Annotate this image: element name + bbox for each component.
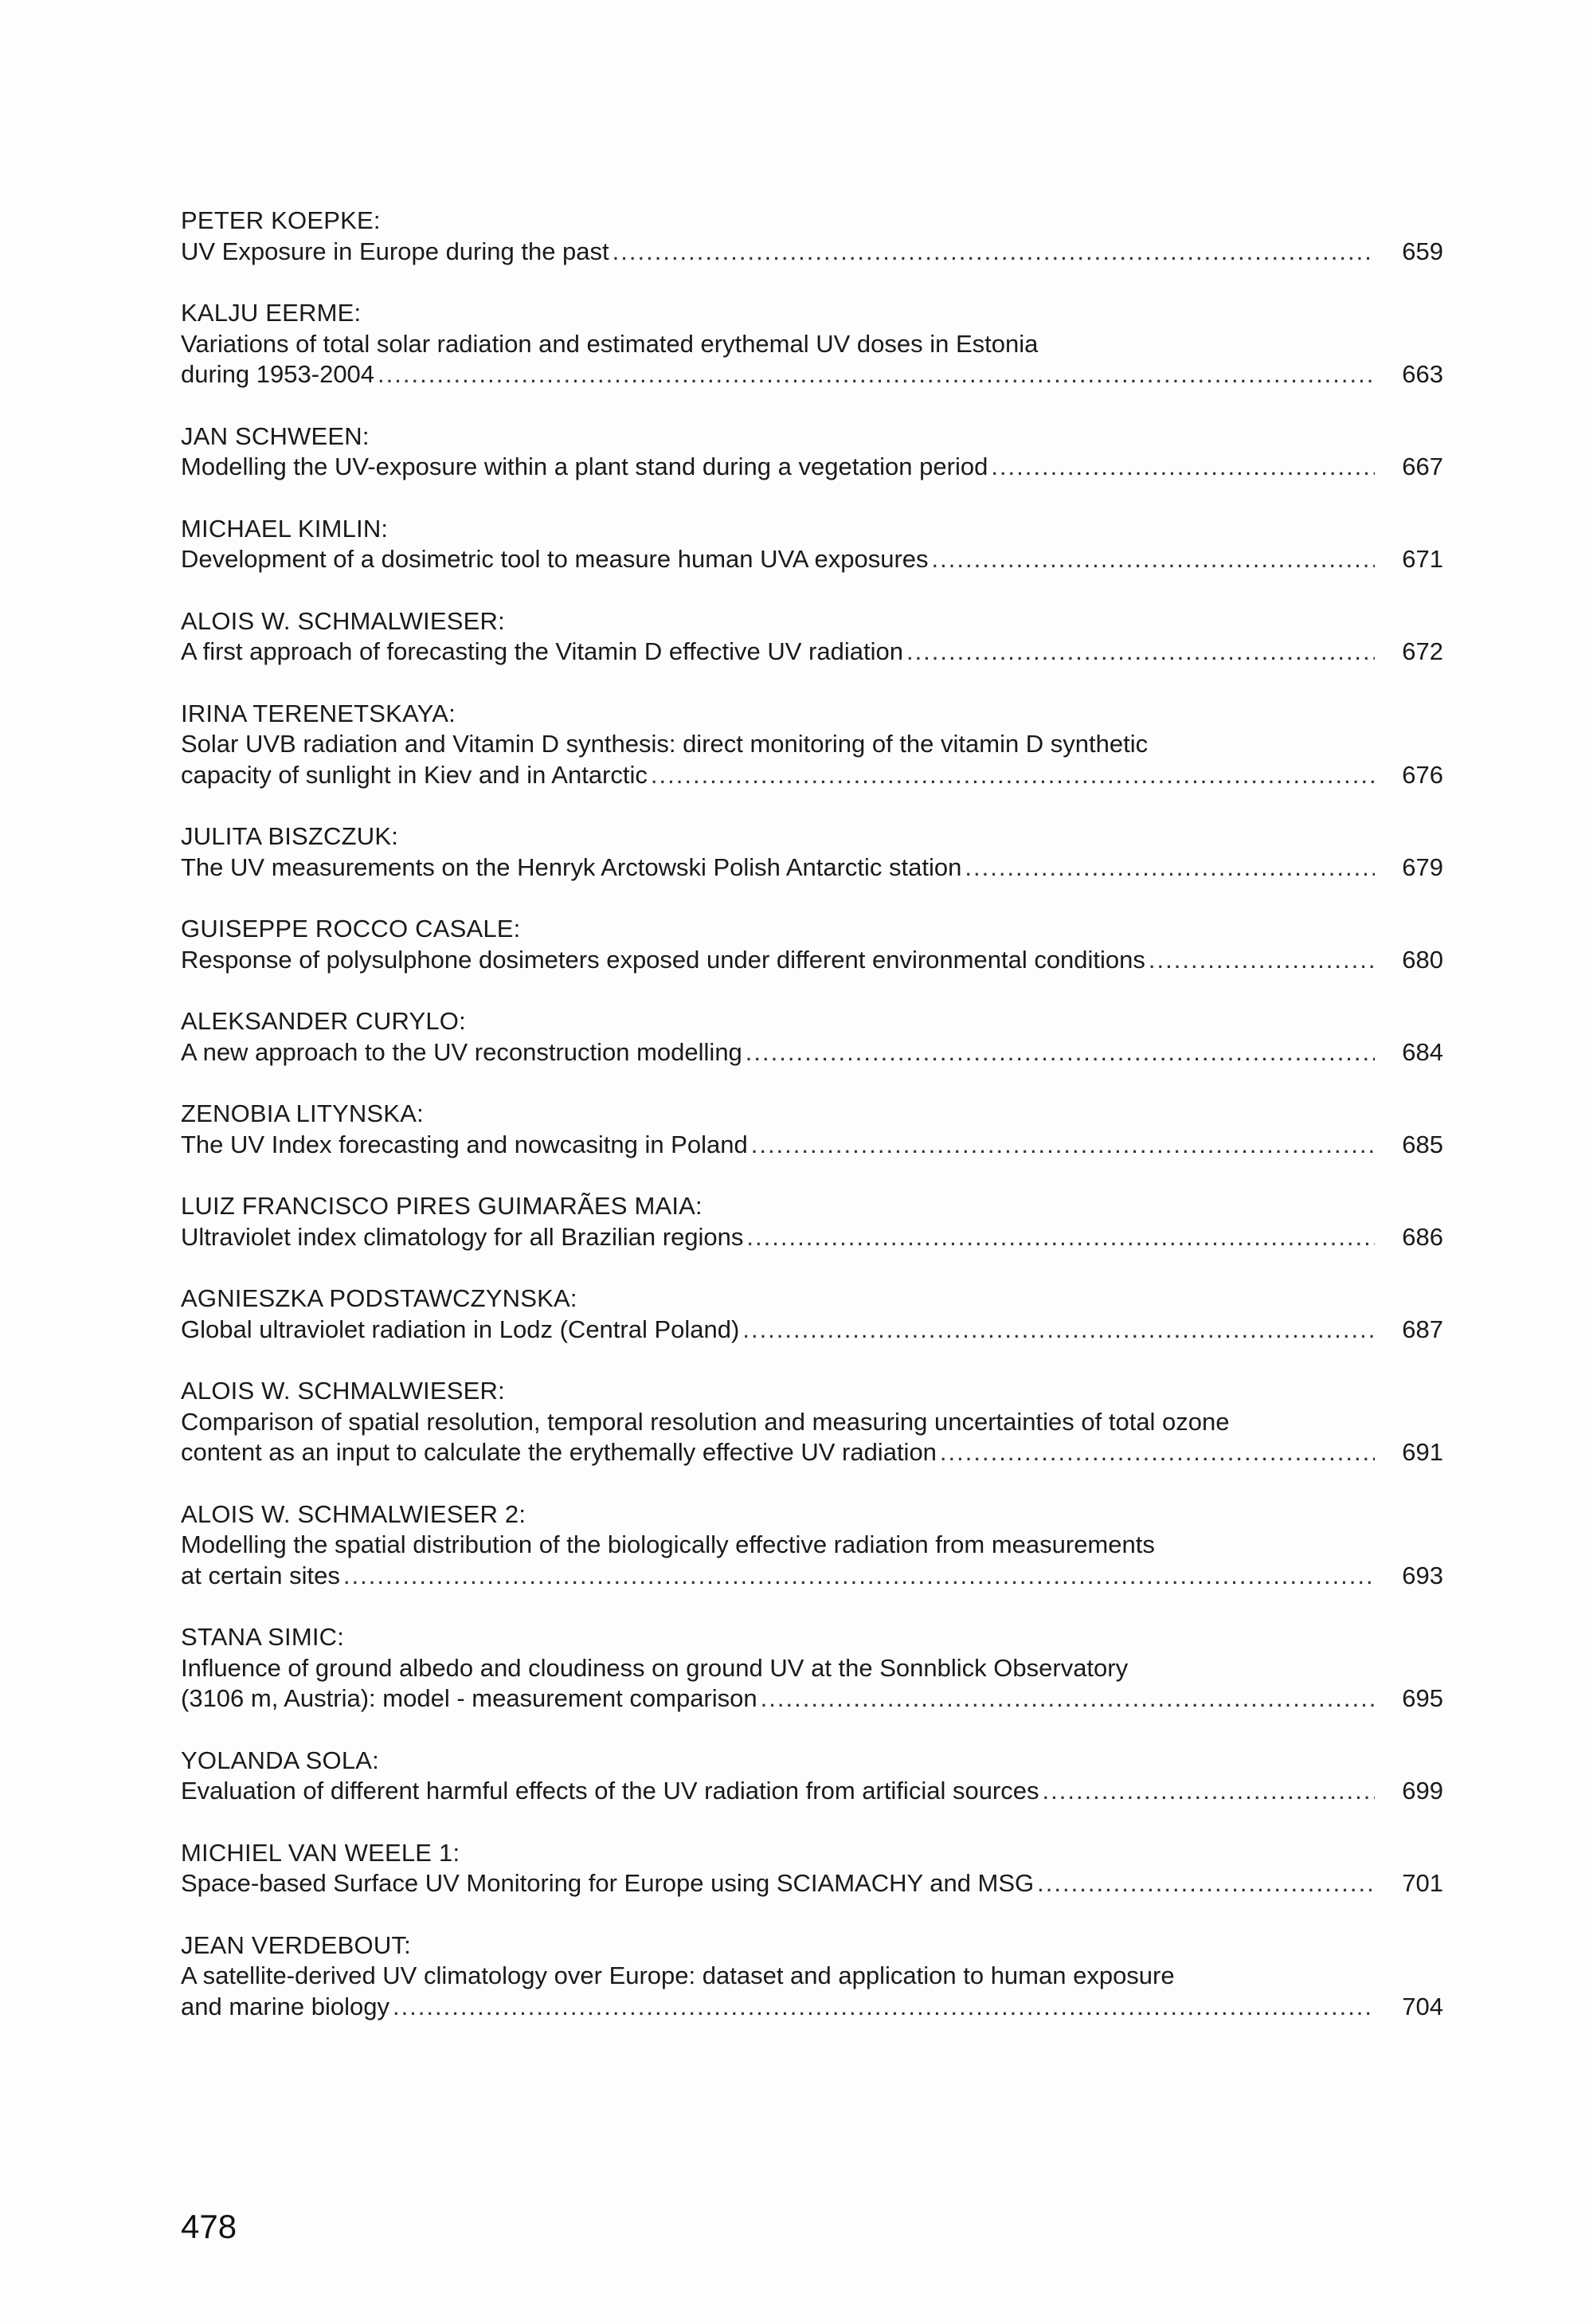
toc-title-last-line bbox=[181, 359, 1443, 390]
dot-leader bbox=[343, 1561, 1375, 1592]
dot-leader bbox=[940, 1437, 1375, 1468]
toc-page-number: 676 bbox=[1402, 760, 1443, 789]
toc-title-text: The UV measurements on the Henryk Arctowski Polish Antarctic station bbox=[181, 852, 962, 881]
dot-leader bbox=[751, 1130, 1375, 1161]
toc-title-text: Space-based Surface UV Monitoring for Europe using SCIAMACHY and MSG bbox=[181, 1869, 1035, 1897]
toc-author: ALOIS W. SCHMALWIESER: bbox=[181, 1377, 505, 1405]
toc-author: YOLANDA SOLA: bbox=[181, 1746, 379, 1774]
toc-entry bbox=[181, 1499, 1443, 1592]
toc-title-last-line bbox=[181, 1868, 1443, 1899]
toc-entry bbox=[181, 1376, 1443, 1468]
toc-title-text: Evaluation of different harmful effects of the UV radiation from artificial sources bbox=[181, 1777, 1039, 1805]
toc-title-line: Modelling the spatial distribution of the biologically effective radiation from measurements bbox=[181, 1530, 1155, 1558]
toc-entry bbox=[181, 1006, 1443, 1068]
toc-title-text: capacity of sunlight in Kiev and in Antarctic bbox=[181, 760, 648, 789]
toc-title-text: Modelling the UV-exposure within a plant stand during a vegetation period bbox=[181, 453, 988, 480]
dot-leader bbox=[393, 1992, 1375, 2023]
toc-title-text: UV Exposure in Europe during the past bbox=[181, 237, 609, 265]
toc-title-line: Comparison of spatial resolution, temporal resolution and measuring uncertainties of total ozone bbox=[181, 1407, 1230, 1436]
toc-title-text: Ultraviolet index climatology for all Brazilian regions bbox=[181, 1222, 744, 1251]
toc-entry bbox=[181, 699, 1443, 791]
dot-leader bbox=[1037, 1868, 1375, 1899]
toc-page-number: 671 bbox=[1402, 545, 1443, 573]
dot-leader bbox=[613, 237, 1375, 268]
toc-title-last-line bbox=[181, 237, 1443, 268]
toc-page-number: 701 bbox=[1402, 1869, 1443, 1897]
toc-title-line: Influence of ground albedo and cloudiness on ground UV at the Sonnblick Observatory bbox=[181, 1653, 1129, 1682]
toc-entry bbox=[181, 514, 1443, 575]
toc-title-last-line bbox=[181, 760, 1443, 791]
toc-entry bbox=[181, 1283, 1443, 1345]
toc-title-text: at certain sites bbox=[181, 1561, 340, 1589]
toc-author: KALJU EERME: bbox=[181, 299, 362, 327]
toc-author: JULITA BISZCZUK: bbox=[181, 822, 399, 850]
toc-title-last-line bbox=[181, 637, 1443, 668]
toc-title-text: The UV Index forecasting and nowcasitng in Poland bbox=[181, 1130, 748, 1158]
dot-leader bbox=[378, 359, 1375, 390]
toc-entry bbox=[181, 1746, 1443, 1807]
toc-page-number: 693 bbox=[1402, 1561, 1443, 1589]
toc-title-last-line bbox=[181, 1992, 1443, 2023]
toc-title-last-line bbox=[181, 1437, 1443, 1468]
toc-page-number: 699 bbox=[1402, 1777, 1443, 1805]
toc-author: MICHAEL KIMLIN: bbox=[181, 514, 389, 543]
toc-title-last-line bbox=[181, 1683, 1443, 1715]
toc-author: GUISEPPE ROCCO CASALE: bbox=[181, 915, 521, 943]
toc-page-number: 680 bbox=[1402, 945, 1443, 974]
toc-title-last-line bbox=[181, 544, 1443, 575]
toc-title-text: and marine biology bbox=[181, 1992, 389, 2020]
toc-author: PETER KOEPKE: bbox=[181, 206, 381, 234]
toc-title-last-line bbox=[181, 1561, 1443, 1592]
toc-page-number: 704 bbox=[1402, 1992, 1443, 2020]
toc-entry bbox=[181, 206, 1443, 267]
toc-title-last-line bbox=[181, 1130, 1443, 1161]
toc-title-text: content as an input to calculate the erythemally effective UV radiation bbox=[181, 1438, 937, 1466]
toc-page-number: 672 bbox=[1402, 637, 1443, 665]
dot-leader bbox=[746, 1037, 1375, 1068]
dot-leader bbox=[1149, 945, 1375, 976]
dot-leader bbox=[932, 544, 1375, 575]
toc-page-number: 659 bbox=[1402, 237, 1443, 265]
toc-title-last-line bbox=[181, 1222, 1443, 1253]
toc-author: ALEKSANDER CURYLO: bbox=[181, 1007, 466, 1035]
toc-author: AGNIESZKA PODSTAWCZYNSKA: bbox=[181, 1284, 577, 1312]
toc-author: JAN SCHWEEN: bbox=[181, 421, 370, 450]
toc-title-text: during 1953-2004 bbox=[181, 360, 375, 388]
toc-entry bbox=[181, 1930, 1443, 2023]
dot-leader bbox=[746, 1222, 1375, 1253]
toc-entry bbox=[181, 914, 1443, 975]
toc-title-last-line bbox=[181, 945, 1443, 976]
dot-leader bbox=[742, 1315, 1375, 1346]
dot-leader bbox=[761, 1683, 1375, 1715]
toc-page-number: 685 bbox=[1402, 1130, 1443, 1158]
toc-author: LUIZ FRANCISCO PIRES GUIMARÃES MAIA: bbox=[181, 1192, 703, 1220]
toc-title-text: A new approach to the UV reconstruction modelling bbox=[181, 1037, 742, 1066]
toc-entry bbox=[181, 1622, 1443, 1715]
toc-entry bbox=[181, 1838, 1443, 1899]
toc-page-number: 667 bbox=[1402, 453, 1443, 480]
toc-title-last-line bbox=[181, 1315, 1443, 1346]
toc-title-text: (3106 m, Austria): model - measurement comparison bbox=[181, 1684, 757, 1712]
toc-title-text: A first approach of forecasting the Vitamin D effective UV radiation bbox=[181, 637, 903, 665]
toc-title-text: Global ultraviolet radiation in Lodz (Central Poland) bbox=[181, 1315, 740, 1343]
toc-author: MICHIEL VAN WEELE 1: bbox=[181, 1838, 460, 1867]
toc-author: ZENOBIA LITYNSKA: bbox=[181, 1099, 424, 1127]
toc-title-last-line bbox=[181, 852, 1443, 884]
toc-author: JEAN VERDEBOUT: bbox=[181, 1930, 411, 1959]
toc-title-line: Variations of total solar radiation and estimated erythemal UV doses in Estonia bbox=[181, 329, 1039, 358]
dot-leader bbox=[651, 760, 1375, 791]
dot-leader bbox=[965, 852, 1375, 884]
toc-page-number: 695 bbox=[1402, 1684, 1443, 1712]
toc-entry bbox=[181, 1191, 1443, 1252]
toc-author: STANA SIMIC: bbox=[181, 1623, 345, 1651]
page-number: 478 bbox=[181, 2208, 237, 2245]
toc-title-line: A satellite-derived UV climatology over Europe: dataset and application to human exposure bbox=[181, 1961, 1175, 1989]
toc-author: ALOIS W. SCHMALWIESER 2: bbox=[181, 1499, 526, 1528]
dot-leader bbox=[906, 637, 1375, 668]
toc-page-number: 684 bbox=[1402, 1037, 1443, 1066]
toc-entry bbox=[181, 298, 1443, 390]
toc-title-last-line bbox=[181, 1776, 1443, 1807]
toc-page-number: 686 bbox=[1402, 1222, 1443, 1251]
toc-page-number: 691 bbox=[1402, 1438, 1443, 1466]
dot-leader bbox=[991, 452, 1375, 483]
toc-title-last-line bbox=[181, 452, 1443, 483]
toc-title-line: Solar UVB radiation and Vitamin D synthesis: direct monitoring of the vitamin D synthetic bbox=[181, 730, 1149, 758]
toc-page-number: 663 bbox=[1402, 360, 1443, 388]
toc-author: ALOIS W. SCHMALWIESER: bbox=[181, 606, 505, 635]
toc-title-text: Development of a dosimetric tool to measure human UVA exposures bbox=[181, 545, 929, 573]
toc-page-number: 679 bbox=[1402, 852, 1443, 881]
toc-entry bbox=[181, 821, 1443, 883]
toc-entry bbox=[181, 1099, 1443, 1160]
toc-entry bbox=[181, 421, 1443, 483]
toc-title-text: Response of polysulphone dosimeters exposed under different environmental conditions bbox=[181, 945, 1145, 974]
toc-author: IRINA TERENETSKAYA: bbox=[181, 699, 456, 727]
toc-page-number: 687 bbox=[1402, 1315, 1443, 1343]
dot-leader bbox=[1043, 1776, 1376, 1807]
table-of-contents bbox=[181, 206, 1443, 2053]
toc-title-last-line bbox=[181, 1037, 1443, 1068]
toc-entry bbox=[181, 606, 1443, 668]
